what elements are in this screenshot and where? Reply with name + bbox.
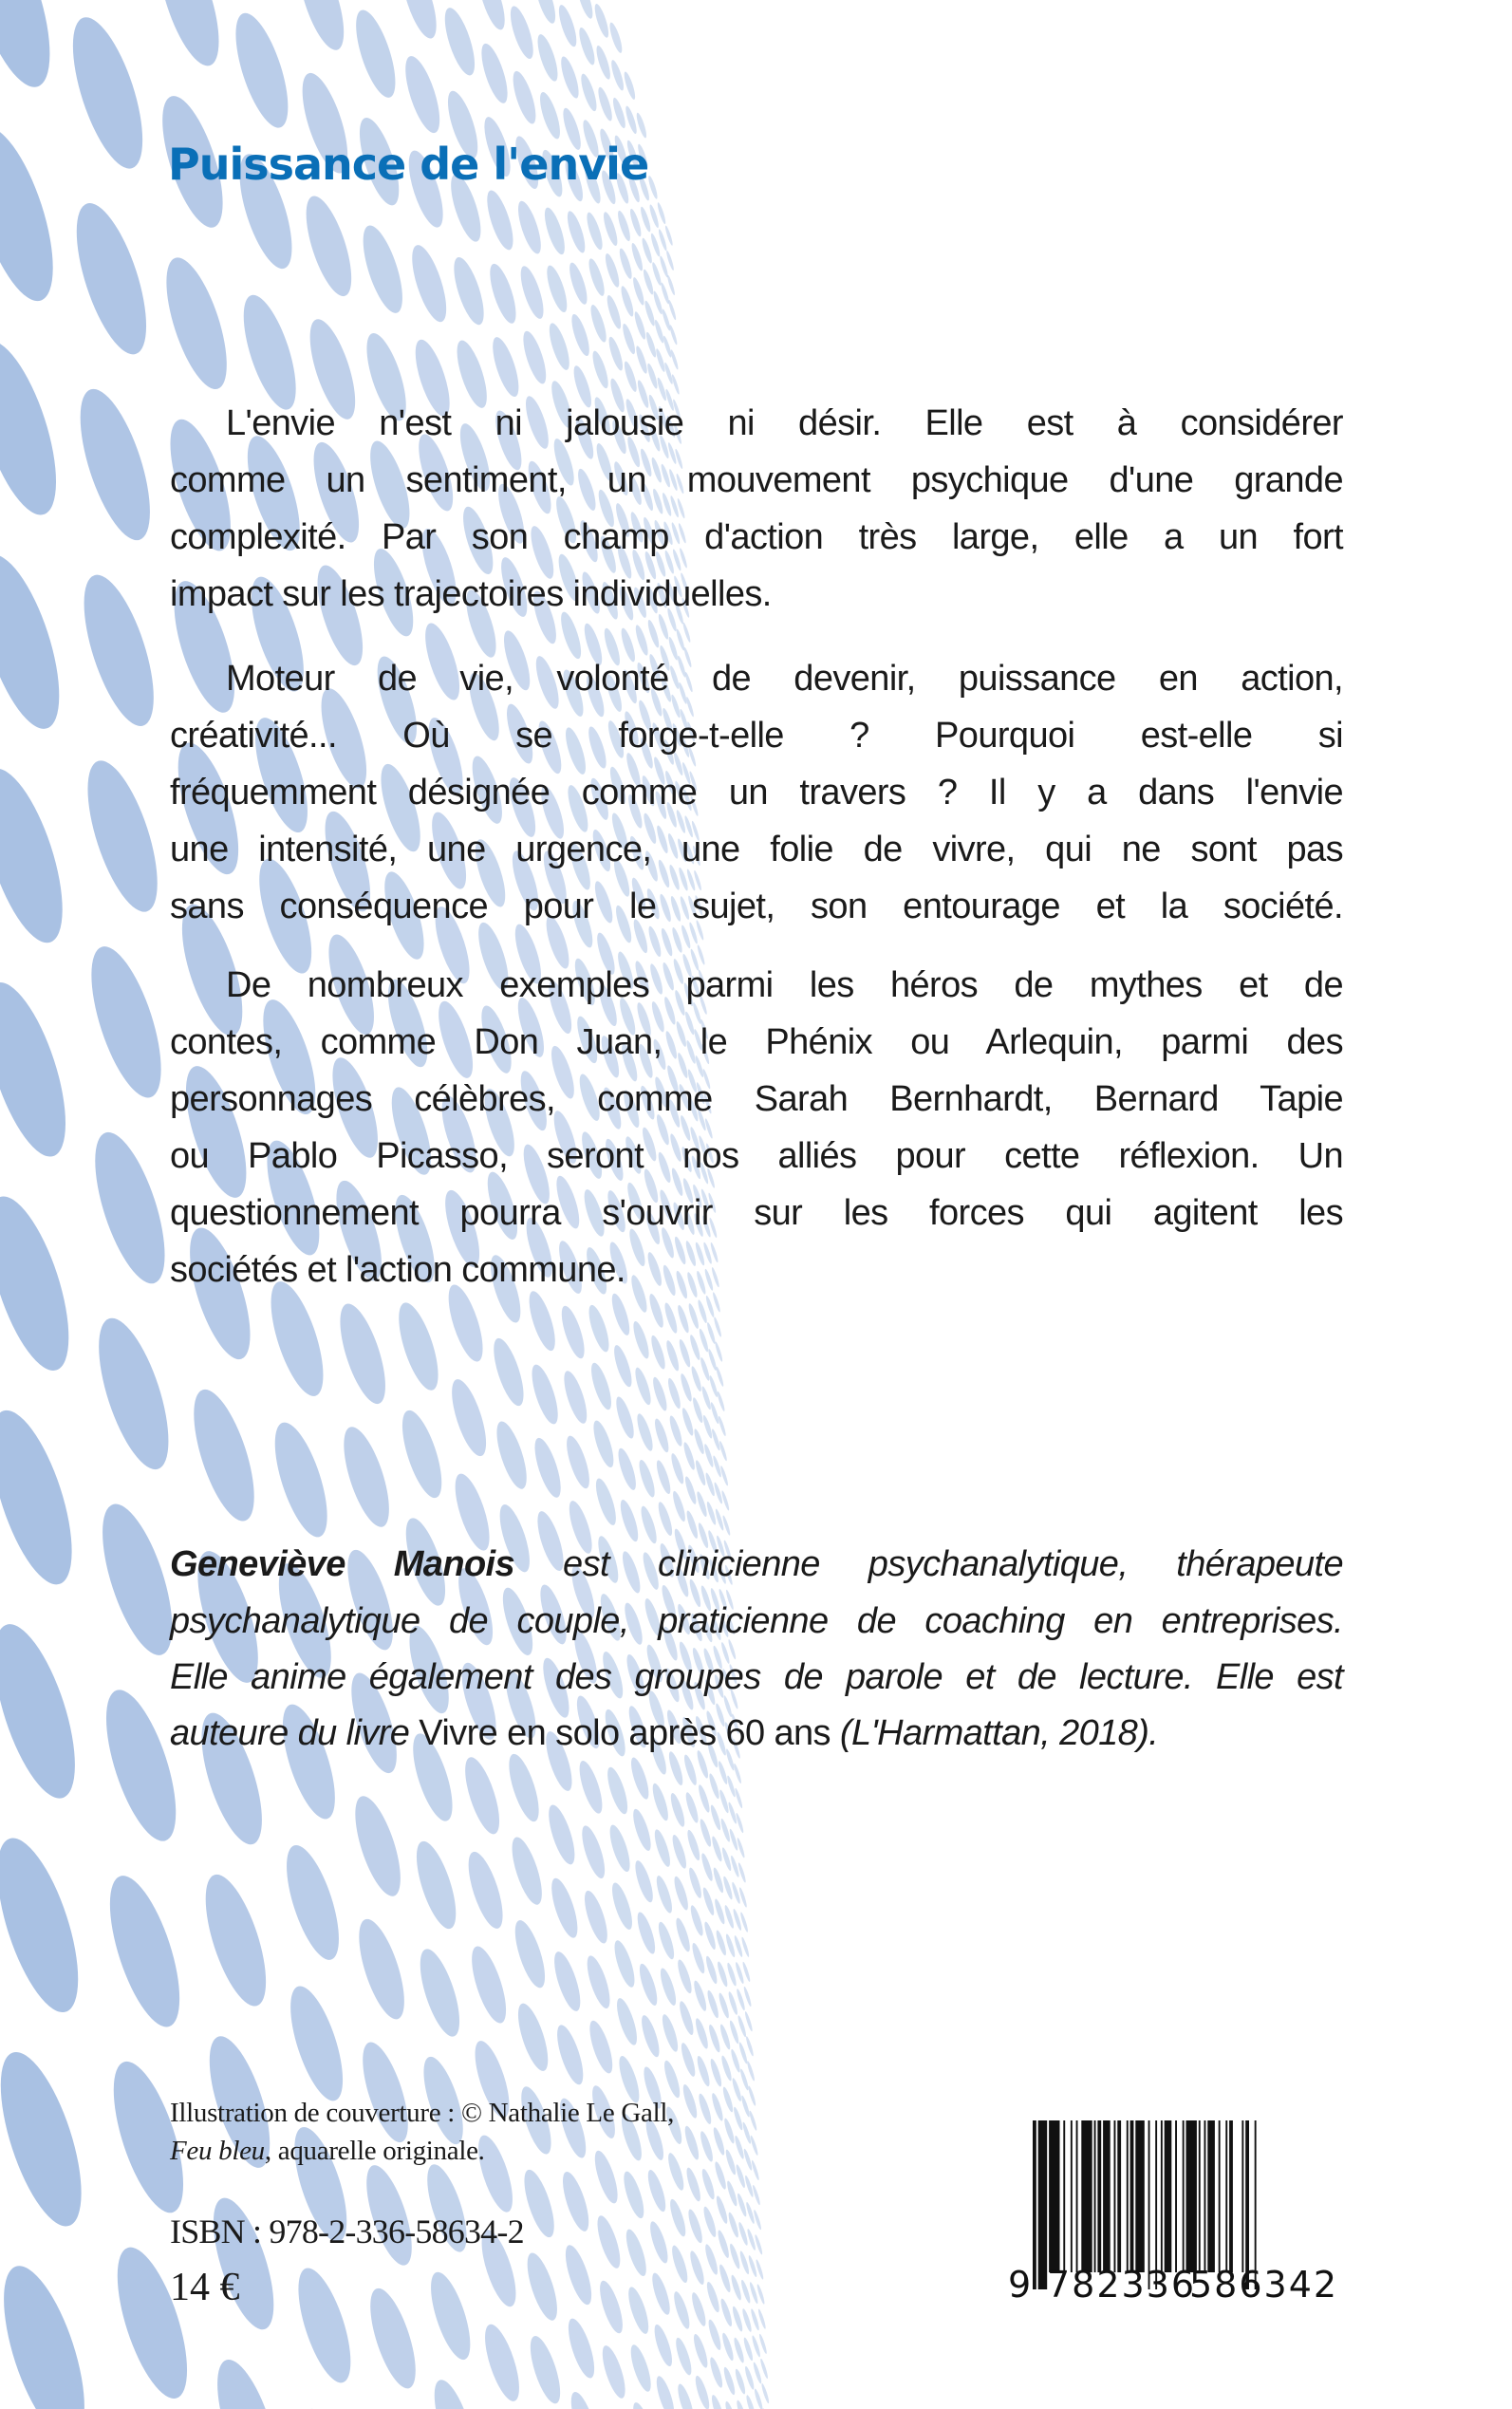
paragraph-3-line: questionnement pourra s'ouvrir sur les forces qui agitent les <box>170 1193 1343 1233</box>
artwork-title: Feu bleu <box>170 2136 265 2166</box>
paragraph-3-line: De nombreux exemples parmi les héros de mythes et de <box>226 965 1343 1005</box>
barcode-first-digit: 9 <box>1008 2264 1034 2306</box>
paragraph-2-line: fréquemment désignée comme un travers ? Il y a dans l'envie <box>170 773 1343 812</box>
author-bio-line <box>170 1546 1343 1582</box>
author-bio-text: auteure du livre <box>170 1713 420 1753</box>
paragraph-1-line: comme un sentiment, un mouvement psychique d'une grande <box>170 460 1343 500</box>
paragraph-2-line: sans conséquence pour le sujet, son entourage et la société. <box>170 887 1343 926</box>
book-title: Puissance de l'envie <box>168 139 649 190</box>
isbn: ISBN : 978-2-336-58634-2 <box>170 2213 524 2250</box>
paragraph-3-line: personnages célèbres, comme Sarah Bernhardt, Bernard Tapie <box>170 1079 1343 1119</box>
barcode-right-digits: 586342 <box>1189 2264 1339 2306</box>
paragraph-2-line: Moteur de vie, volonté de devenir, puissance en action, <box>226 659 1343 699</box>
book-reference-title: Vivre en solo après 60 ans <box>419 1713 831 1753</box>
paragraph-2-line: créativité... Où se forge-t-elle ? Pourquoi est-elle si <box>170 716 1343 756</box>
price: 14 € <box>170 2266 240 2309</box>
paragraph-1-line: complexité. Par son champ d'action très large, elle a un fort <box>170 517 1343 557</box>
author-bio-line <box>170 1715 1343 1751</box>
author-bio-line: psychanalytique de couple, praticienne de coaching en entreprises. <box>170 1601 1343 1641</box>
paragraph-2-line: une intensité, une urgence, une folie de vivre, qui ne sont pas <box>170 830 1343 869</box>
paragraph-1-line: impact sur les trajectoires individuelles. <box>170 574 772 614</box>
artwork-description: , aquarelle originale. <box>264 2136 485 2166</box>
author-bio-text: (L'Harmattan, 2018). <box>830 1713 1159 1753</box>
author-bio-line: Elle anime également des groupes de parole et de lecture. Elle est <box>170 1657 1343 1697</box>
barcode-left-digits: 782336 <box>1047 2264 1197 2306</box>
author-bio-text: est clinicienne psychanalytique, thérapeute <box>514 1544 1343 1584</box>
author-name: Geneviève Manois <box>170 1544 515 1584</box>
illustration-credit-line2 <box>170 2138 485 2165</box>
paragraph-1-line: L'envie n'est ni jalousie ni désir. Elle est à considérer <box>226 403 1343 443</box>
paragraph-3-line: contes, comme Don Juan, le Phénix ou Arlequin, parmi des <box>170 1022 1343 1062</box>
paragraph-3-line: ou Pablo Picasso, seront nos alliés pour cette réflexion. Un <box>170 1136 1343 1176</box>
paragraph-3-line: sociétés et l'action commune. <box>170 1250 625 1290</box>
illustration-credit: Illustration de couverture : © Nathalie Le Gall, <box>170 2098 675 2128</box>
